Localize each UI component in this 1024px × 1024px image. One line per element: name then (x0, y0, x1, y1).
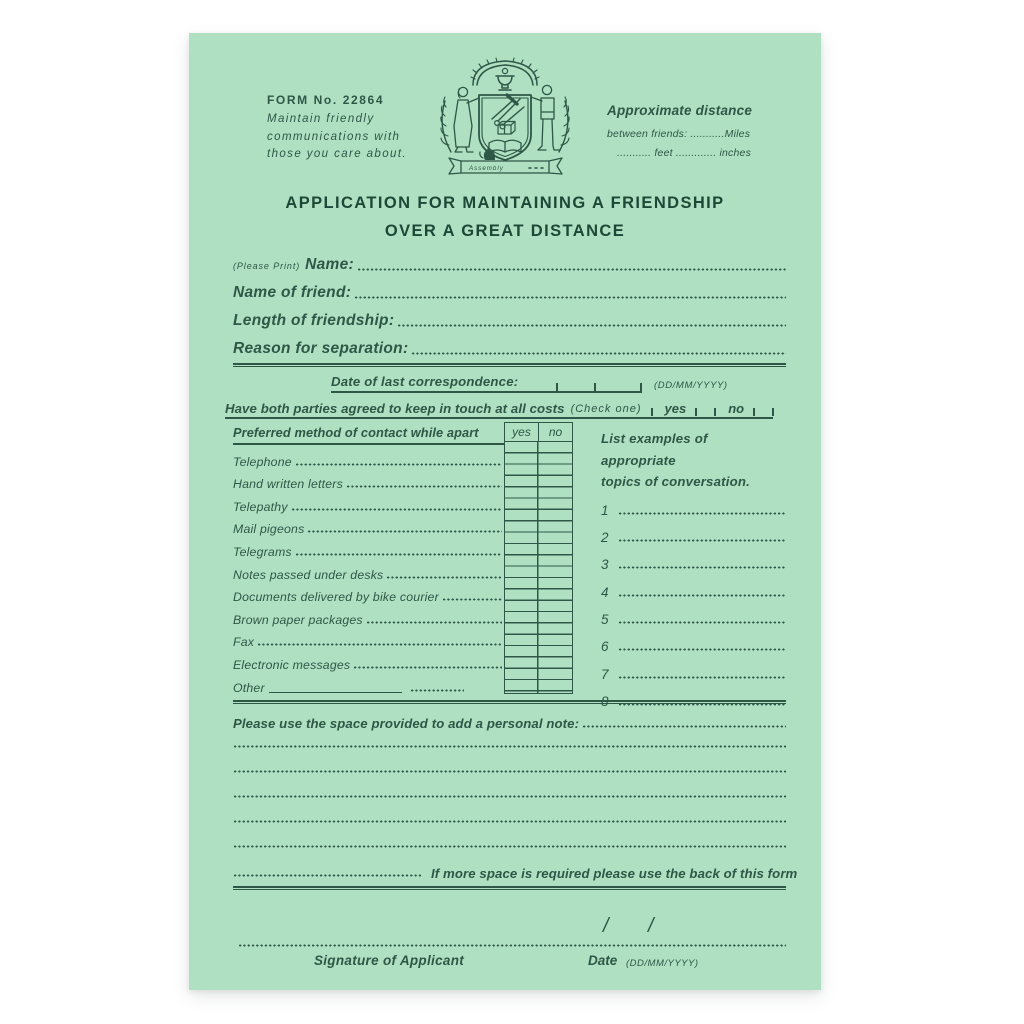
contact-method-rows (233, 446, 502, 695)
topic-blank-line (618, 594, 786, 597)
topic-number: 5 (601, 611, 609, 627)
contact-row (233, 536, 502, 559)
paper-form (189, 33, 821, 990)
contact-row (233, 627, 502, 650)
field-row-name (233, 246, 786, 274)
topic-number: 7 (601, 666, 609, 682)
contact-row (233, 491, 502, 514)
date-separator-tick (556, 383, 558, 391)
note-blank-line (233, 874, 421, 877)
topics-title-line-1: List examples of appropriate (601, 431, 708, 468)
reason-label: Reason for separation: (233, 340, 409, 357)
friend-blank-line (354, 296, 786, 299)
leader-dots (442, 598, 502, 601)
date-separator-tick (594, 383, 596, 391)
topic-number: 6 (601, 639, 609, 655)
form-tagline-1: Maintain friendly (267, 113, 375, 125)
no-option-label: no (728, 401, 745, 416)
form-number: FORM No. 22864 (267, 93, 385, 107)
leader-dots (386, 576, 502, 579)
contact-row (233, 649, 502, 672)
checkbox-tick (753, 408, 755, 416)
date-format-note: (DD/MM/YYYY) (654, 380, 728, 391)
contact-row-label: Telephone (233, 454, 292, 469)
leader-dots (346, 485, 502, 488)
form-title (189, 190, 821, 245)
personal-note-row (233, 707, 786, 731)
distance-feet-inches: ........... feet ............. inches (617, 147, 752, 159)
other-write-in-line (269, 683, 402, 693)
topic-row (601, 545, 786, 572)
form-tagline-3: those you care about. (267, 148, 408, 160)
contact-row-label: Fax (233, 635, 255, 650)
contact-row-label: Documents delivered by bike courier (233, 590, 439, 605)
checkbox-tick (772, 408, 774, 416)
contact-row (233, 446, 502, 469)
keep-in-touch-row (225, 395, 773, 419)
signature-date-format: (DD/MM/YYYY) (626, 958, 699, 969)
leader-dots (257, 643, 502, 646)
leader-dots (307, 530, 502, 533)
crest-illustration (429, 55, 581, 191)
contact-row-label: Brown paper packages (233, 612, 363, 627)
field-row-reason (233, 330, 786, 358)
leader-dots (295, 553, 502, 556)
topic-row (601, 682, 786, 709)
topic-row (601, 491, 786, 518)
checkbox-tick (651, 408, 653, 416)
topic-row (601, 518, 786, 545)
more-space-note: If more space is required please use the back of this form (431, 866, 798, 881)
form-tagline-2: communications with (267, 130, 401, 143)
date-blank-line (331, 369, 642, 393)
date-slash: / (603, 915, 609, 937)
yes-option-label: yes (664, 401, 687, 416)
friend-label: Name of friend: (233, 284, 352, 301)
date-correspondence-label: Date of last correspondence: (331, 374, 519, 389)
topic-number: 2 (601, 530, 609, 546)
topic-row (601, 654, 786, 681)
yes-column-header: yes (512, 425, 531, 439)
leader-dots (291, 508, 502, 511)
form-title-line-2: OVER A GREAT DISTANCE (384, 221, 626, 240)
name-blank-line (357, 268, 786, 271)
contact-row-label: Hand written letters (233, 477, 343, 492)
applicant-fields (233, 246, 786, 358)
signature-blank-line (238, 944, 786, 947)
topic-blank-line (618, 566, 786, 569)
topic-number: 1 (601, 502, 609, 518)
contact-row-label: Telepathy (233, 499, 288, 514)
topics-block (601, 428, 786, 709)
distance-miles: between friends: ...........Miles (607, 128, 751, 140)
note-blank-line (233, 820, 786, 823)
note-blank-line (233, 745, 786, 748)
checkbox-tick (714, 408, 716, 416)
note-blank-line (233, 795, 786, 798)
leader-dots (353, 666, 502, 669)
distance-title: Approximate distance (607, 103, 753, 118)
yes-no-grid-cells (505, 442, 572, 693)
topic-row (601, 600, 786, 627)
leader-dots (295, 463, 502, 466)
no-column-header: no (538, 423, 572, 441)
topic-number: 3 (601, 557, 609, 573)
date-correspondence-row (233, 369, 786, 393)
field-row-friend (233, 274, 786, 302)
date-slash: / (648, 915, 654, 937)
distance-block (607, 103, 787, 163)
contact-method-header: Preferred method of contact while apart (233, 425, 504, 445)
topic-number: 4 (601, 584, 609, 600)
divider-rule-2 (233, 700, 786, 704)
note-blank-line (233, 770, 786, 773)
leader-dots (410, 689, 464, 692)
topic-blank-line (618, 621, 786, 624)
contact-row-label: Electronic messages (233, 657, 351, 672)
topic-blank-line (618, 512, 786, 515)
leader-dots (366, 621, 502, 624)
topic-blank-line (618, 648, 786, 651)
personal-note-label: Please use the space provided to add a personal note: (233, 716, 580, 731)
contact-row-label: Notes passed under desks (233, 567, 384, 582)
contact-row (233, 469, 502, 492)
contact-row (233, 559, 502, 582)
length-blank-line (397, 324, 786, 327)
note-blank-line (233, 845, 786, 848)
date-separator-tick (640, 383, 642, 391)
reason-blank-line (411, 352, 786, 355)
yes-no-grid-header (505, 423, 572, 442)
note-blank-line (582, 725, 786, 728)
signature-date-label: Date (588, 953, 618, 968)
checkbox-tick (695, 408, 697, 416)
divider-rule-3 (233, 886, 786, 890)
crest-banner-text: Assembly (469, 165, 504, 172)
coat-of-arms-icon (429, 55, 581, 191)
topics-list (601, 491, 786, 709)
more-space-row (233, 861, 798, 881)
name-label: Name: (305, 256, 355, 273)
contact-row (233, 582, 502, 605)
contact-row-other (233, 672, 502, 695)
topic-blank-line (618, 539, 786, 542)
contact-row-label: Other (233, 680, 265, 695)
contact-row-label: Mail pigeons (233, 522, 305, 537)
contact-row (233, 514, 502, 537)
length-label: Length of friendship: (233, 312, 395, 329)
form-title-line-1: APPLICATION FOR MAINTAINING A FRIENDSHIP (285, 194, 725, 212)
topic-row (601, 627, 786, 654)
signature-label: Signature of Applicant (313, 953, 465, 968)
divider-rule-1 (233, 363, 786, 367)
yes-no-grid (504, 422, 573, 694)
topics-title-line-2: topics of conversation. (601, 474, 750, 489)
topic-row (601, 572, 786, 599)
contact-row (233, 604, 502, 627)
topic-number: 8 (601, 693, 609, 709)
contact-row-label: Telegrams (233, 544, 292, 559)
field-row-length (233, 302, 786, 330)
keep-in-touch-question: Have both parties agreed to keep in touch at all costs (225, 401, 565, 416)
topic-blank-line (618, 676, 786, 679)
check-one-note: (Check one) (570, 403, 642, 415)
please-print-note: (Please Print) (233, 261, 301, 271)
